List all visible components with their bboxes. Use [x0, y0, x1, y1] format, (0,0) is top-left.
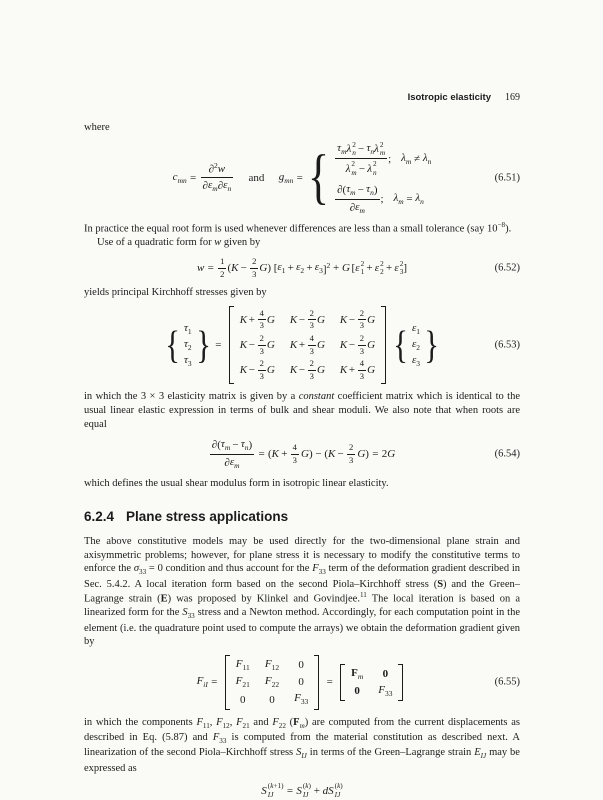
section-title: Plane stress applications: [126, 509, 289, 524]
equation-linearization-body: S (k+1) IJ = S (k) IJ + d S (k) IJ: [261, 782, 343, 799]
equation-6-54-body: ∂( $\tau_m$ − $\tau_n$ ) ∂ $\varepsilon_m$ = ( K + $\frac{4}{3}$ G ) − ( K − $\frac{2}{3}$ G ) = 2 G: [211, 438, 396, 470]
right-bracket: [314, 655, 319, 710]
right-brace: }: [424, 323, 440, 368]
left-brace: {: [308, 143, 330, 211]
right-bracket: [381, 306, 386, 385]
equation-6-55-body: $F_{iI}$ = $F_{11}$ $F_{12}$ 0 $F_{21}$ $F_{22}$ 0 0 0 $F_{33}$ = $F_m$ 0 0 $F_{33}$: [197, 655, 408, 710]
section-heading: [84, 509, 520, 524]
running-head: [84, 92, 520, 103]
equation-6-52: [84, 257, 520, 279]
equation-6-53-number: (6.53): [494, 339, 520, 351]
equation-6-52-body: w = $\frac{1}{2}$ ( K − $\frac{2}{3}$ G ) [ $\varepsilon_1$ + $\varepsilon_2$ + $\varepsilon_3$ ]$^2$ + G [ ε 2 1 + ε 2 2 + ε 2 3 ]: [197, 255, 407, 279]
equation-6-53: [84, 306, 520, 385]
section-number: 6.2.4: [84, 509, 115, 524]
left-brace: {: [164, 323, 180, 368]
paragraph-yields: yields principal Kirchhoff stresses given by: [84, 287, 267, 299]
equation-6-54: [84, 438, 520, 470]
equation-6-51: [84, 141, 520, 216]
equation-6-51-body: $c_{mn}$ = ∂$^2$ w ∂ $\varepsilon_m$ ∂ $\varepsilon_n$ and $g_{mn}$ = { $\tau_m$ λ 2 n − $\tau_n$ λ 2 m λ 2 m − λ 2 n ; $\lambda_m$ ≠ $\lambda_n$ ∂( $\tau_m$ − $\tau_n$ ) ∂ $\varepsilon_m$ ; $\lambda_m$ = $\lambda_n$: [172, 140, 432, 215]
paragraph-constant-matrix: in which the 3 × 3 elasticity matrix is given by a constant coefficient matrix which is identical to the usual linear elastic expression in terms of bulk and shear moduli. We also note that when roots are equal: [84, 391, 520, 430]
equation-6-51-number: (6.51): [494, 172, 520, 184]
running-head-title: Isotropic elasticity: [407, 92, 491, 103]
paragraph-quadratic-form: Use of a quadratic form for w given by: [97, 237, 261, 249]
equation-6-53-body: { $\tau_1$ $\tau_2$ $\tau_3$ } = K + $\frac{4}{3}$ G K − $\frac{2}{3}$ G K − $\frac{2}{3}$ G K − $\frac{2}{3}$ G K + $\frac{4}{3}$ G K − $\frac{2}{3}$ G K − $\frac{2}{3}$ G K − $\frac{2}{3}$ G K + $\frac{4}{3}$ G { $\varepsilon_1$ $\varepsilon_2$ $\varepsilon_3$ }: [164, 306, 441, 385]
paragraph-components: in which the components $F_{11}$, $F_{12}$, $F_{21}$ and $F_{22}$ $(F_m)$ are computed from the current displacements as described in Eq. (5.87) and $F_{33}$ is computed from the material constitution as described next. A linearization of the second Piola–Kirchhoff stress $S_{IJ}$ in terms of the Green–Lagrange strain $E_{IJ}$ may be expressed as: [84, 716, 521, 774]
left-brace: {: [392, 323, 408, 368]
page-number: 169: [505, 92, 520, 103]
right-brace: }: [195, 323, 211, 368]
paragraph-plane-stress: The above constitutive models may be used directly for the two-dimensional plane strain and axisymmetric problems; however, for plane stress it is necessary to modify the constitutive terms to enforce the $\sigma_{33} = 0$ condition and thus account for the $F_{33}$ term of the deformation gradient described in Sec. 5.4.2. A local iteration form based on the second Piola–Kirchhoff stress (S) and the Green–Lagrange strain (E) was proposed by Klinkel and Govindjee.$^{11}$ The local iteration is based on a linearized form for the $S_{33}$ stress and a Newton method. Accordingly, for each computation point in the element (i.e. the quadrature point used to compute the arrays) we obtain the deformation gradient given by: [84, 536, 521, 648]
right-bracket: [398, 664, 403, 701]
paragraph-shear-modulus: which defines the usual shear modulus form in isotropic linear elasticity.: [84, 478, 389, 490]
equation-6-55: [84, 655, 520, 710]
paragraph-tolerance: In practice the equal root form is used whenever differences are less than a small tolerance (say $10^{-8}$).: [84, 221, 512, 235]
equation-linearization: [84, 782, 520, 799]
equation-6-52-number: (6.52): [494, 262, 520, 274]
equation-6-54-number: (6.54): [494, 448, 520, 460]
paragraph-where: where: [84, 122, 110, 133]
equation-6-55-number: (6.55): [494, 676, 520, 688]
